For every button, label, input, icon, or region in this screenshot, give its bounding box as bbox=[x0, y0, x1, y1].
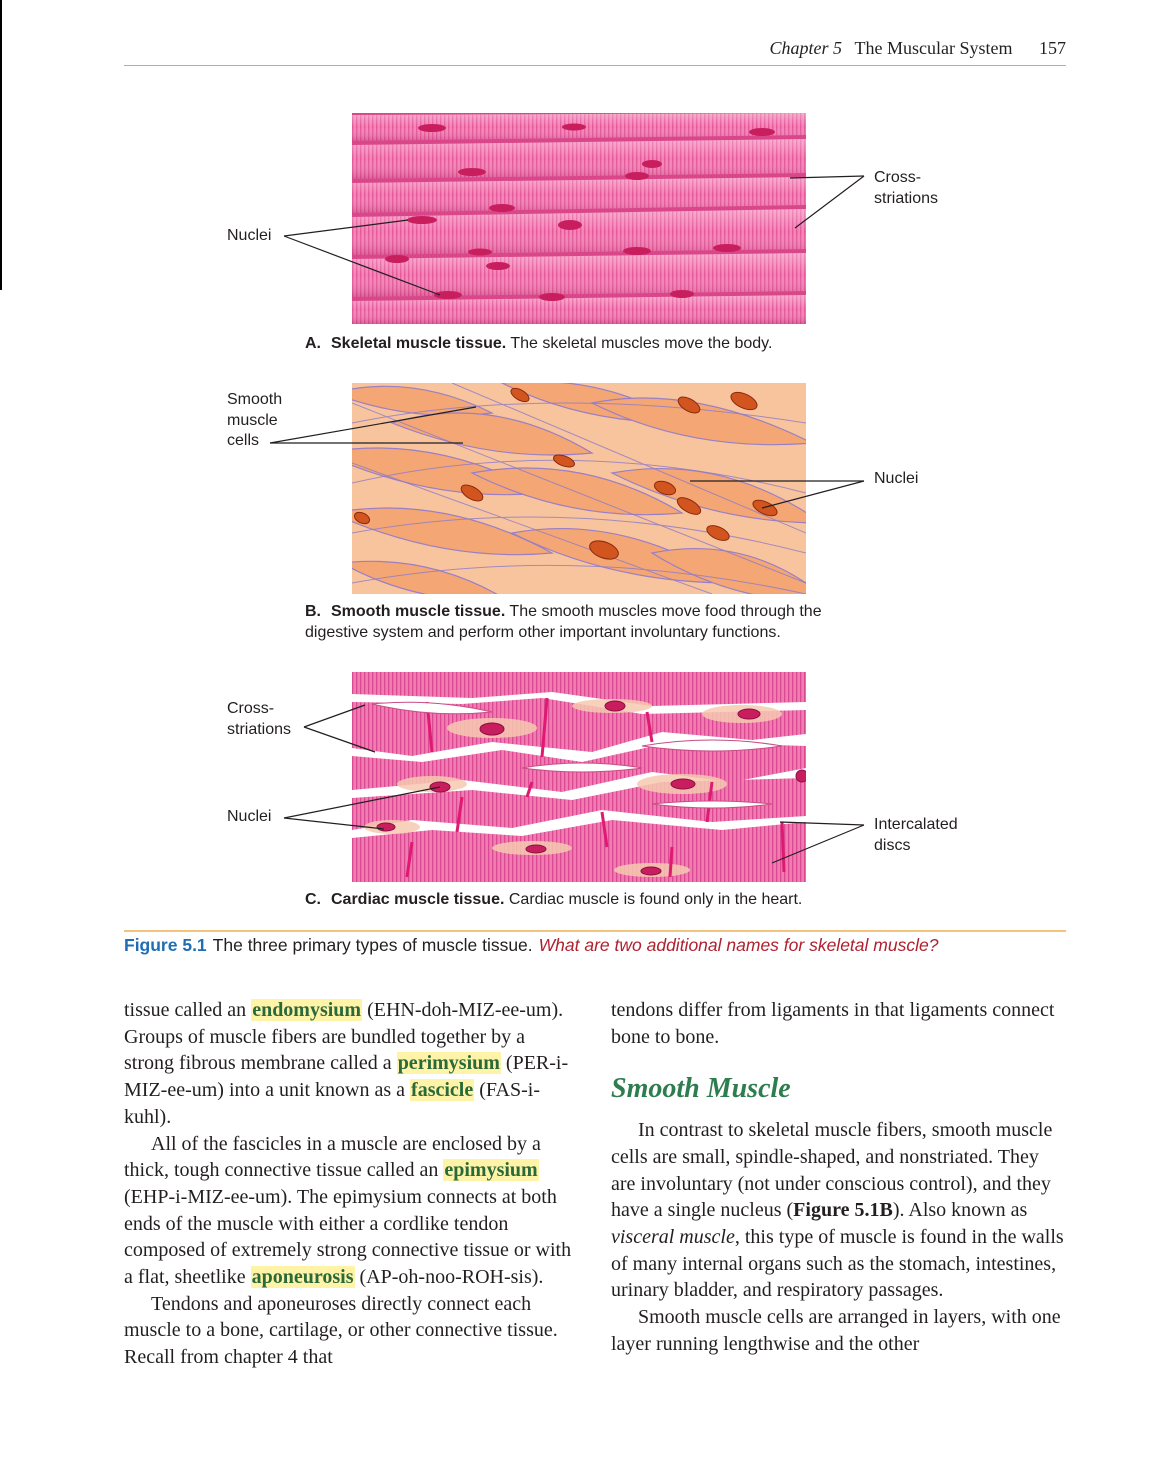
label-cross-striations-a: Cross- striations bbox=[874, 169, 939, 207]
term-endomysium: endomysium bbox=[252, 999, 362, 1021]
left-column bbox=[124, 997, 579, 1371]
label-cross-striations-c: Cross- striations bbox=[227, 700, 292, 738]
right-column bbox=[611, 997, 1066, 1357]
figure-caption-rule bbox=[124, 930, 1066, 932]
label-nuclei-b: Nuclei bbox=[874, 470, 919, 487]
label-intercalated-discs: Intercalated discs bbox=[874, 816, 958, 854]
term-perimysium: perimysium bbox=[397, 1052, 500, 1075]
paragraph-2: All of the fascicles in a muscle are enclosed by a thick, tough connective tissue called an epimysium (EHP-i-MIZ-ee-um). The epimysium connects at both ends of the muscle with either a cordlike tendon composed of extremely strong connective tissue or with a flat, sheetlike aponeurosis (AP-oh-noo-ROH-sis). bbox=[124, 1132, 572, 1289]
label-smooth-muscle-cells: Smooth muscle cells bbox=[227, 391, 283, 449]
paragraph-1: tissue called an endomysium (EHN-doh-MIZ-ee-um). Groups of muscle fibers are bundled together by a strong fibrous membrane called a perimysium (PER-i-MIZ-ee-um) into a unit known as a fascicle (FAS-i-kuhl). bbox=[124, 999, 569, 1128]
paragraph-3: Tendons and aponeuroses directly connect each muscle to a bone, cartilage, or other connective tissue. Recall from chapter 4 that bbox=[124, 1292, 558, 1369]
chapter-label: Chapter 5 bbox=[769, 38, 843, 58]
page-number: 157 bbox=[1039, 38, 1066, 58]
section-heading: Smooth Muscle bbox=[611, 1073, 791, 1105]
figure-caption: Figure 5.1 The three primary types of muscle tissue. What are two additional names for skeletal muscle? bbox=[124, 935, 939, 955]
figure-reference: Figure 5.1B bbox=[793, 1199, 893, 1222]
caption-c: C. Cardiac muscle tissue. Cardiac muscle is found only in the heart. bbox=[305, 891, 803, 908]
chapter-title: The Muscular System bbox=[854, 38, 1013, 58]
paragraph-5: In contrast to skeletal muscle fibers, smooth muscle cells are small, spindle-shaped, and nonstriated. They are involuntary (not under conscious control), and they have a single nucleus (Figure 5.1B). Also known as visceral muscle, this type of muscle is found in the walls of many internal organs such as the stomach, intestines, urinary bladder, and respiratory passages. bbox=[611, 1119, 1064, 1302]
label-nuclei-c: Nuclei bbox=[227, 808, 272, 825]
term-aponeurosis: aponeurosis bbox=[251, 1266, 354, 1289]
caption-b: B. Smooth muscle tissue. The smooth muscles move food through the digestive system and perform other important involuntary functions. bbox=[305, 603, 822, 641]
caption-a: A. Skeletal muscle tissue. The skeletal muscles move the body. bbox=[305, 335, 773, 352]
term-fascicle: fascicle bbox=[411, 1079, 474, 1102]
term-epimysium: epimysium bbox=[444, 1159, 538, 1182]
paragraph-4: tendons differ from ligaments in that ligaments connect bone to bone. bbox=[611, 999, 1055, 1048]
paragraph-6: Smooth muscle cells are arranged in layers, with one layer running lengthwise and the other bbox=[611, 1306, 1061, 1355]
label-nuclei-a: Nuclei bbox=[227, 227, 272, 244]
